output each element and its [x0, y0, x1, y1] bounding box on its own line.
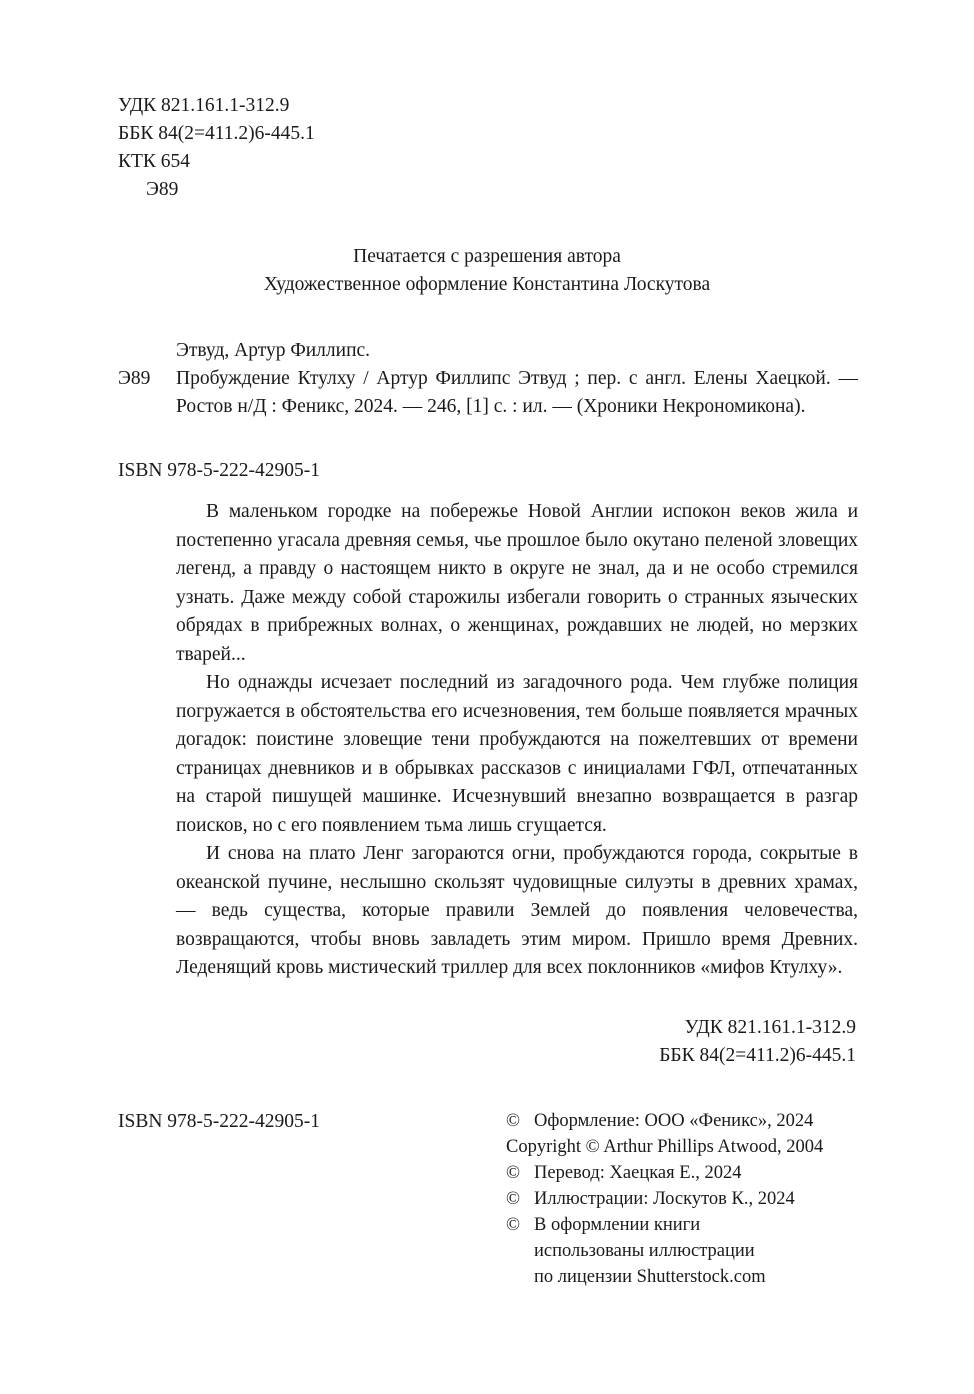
annotation [176, 498, 858, 983]
permission-note: Печатается с разрешения автора [353, 246, 621, 267]
udk-code-right: УДК 821.161.1-312.9 [684, 1017, 856, 1038]
copyright-continuation: использованы иллюстрации [534, 1241, 755, 1261]
udk-code: УДК 821.161.1-312.9 [118, 95, 290, 116]
bbk-code: ББК 84(2=411.2)6-445.1 [118, 123, 315, 144]
annotation-paragraph: В маленьком городке на побережье Новой Англии испокон веков жила и постепенно угасала древняя семья, чье прошлое было окутано пеленой зловещих легенд, а правду о настоящем никто в округе не знал, да и не особо стремился узнать. Даже между собой старожилы избегали говорить о странных языческих обрядах в прибрежных волнах, о женщинах, рождавших не людей, но мерзких тварей... [176, 501, 858, 665]
bibliographic-record [118, 337, 858, 421]
copyright-text: Перевод: Хаецкая Е., 2024 [534, 1163, 742, 1183]
credits-block [0, 243, 974, 299]
copyright-text: В оформлении книги [534, 1215, 701, 1235]
classification-block [118, 92, 315, 204]
bibliographic-description: Пробуждение Ктулху / Артур Филлипс Этвуд ; пер. с англ. Елены Хаецкой. — Ростов н/Д : Феникс, 2024. — 246, [1] с. : ил. — (Хроники Некрономикона). [176, 368, 858, 417]
author-mark: Э89 [146, 179, 179, 200]
design-credit: Художественное оформление Константина Лоскутова [263, 274, 711, 295]
copyright-text: Copyright © Arthur Phillips Atwood, 2004 [506, 1137, 824, 1157]
author-heading: Этвуд, Артур Филлипс. [176, 340, 371, 361]
copyright-row [506, 1186, 866, 1212]
annotation-paragraph: Но однажды исчезает последний из загадочного рода. Чем глубже полиция погружается в обстоятельства его исчезновения, тем больше появляется мрачных догадок: поистине зловещие тени пробуждаются на пожелтевших от времени страницах дневников и в обрывках рассказов с инициалами ГФЛ, отпечатанных на старой пишущей машинке. Исчезнувший внезапно возвращается в разгар поисков, но с его появлением тьма лишь сгущается. [176, 672, 858, 836]
copyright-row [506, 1134, 866, 1160]
isbn-imprint: ISBN 978-5-222-42905-1 [118, 1111, 321, 1132]
copyright-notices [506, 1108, 866, 1290]
copyright-icon: © [506, 1189, 521, 1209]
copyright-icon: © [506, 1111, 521, 1131]
isbn-record: ISBN 978-5-222-42905-1 [118, 460, 321, 481]
copyright-row [506, 1108, 866, 1134]
annotation-codes [659, 1014, 856, 1070]
annotation-paragraph: И снова на плато Ленг загораются огни, пробуждаются города, сокрытые в океанской пучине, неслышно скользят чудовищные силуэты в древних храмах, — ведь существа, которые правили Землей до появления человечества, возвращаются, чтобы вновь завладеть этим миром. Пришло время Древних. Леденящий кровь мистический триллер для всех поклонников «мифов Ктулху». [176, 843, 858, 978]
copyright-icon: © [506, 1163, 521, 1183]
ktk-code: КТК 654 [118, 151, 191, 172]
copyright-text: Оформление: ООО «Феникс», 2024 [534, 1111, 814, 1131]
copyright-row [506, 1160, 866, 1186]
entry-author-mark: Э89 [118, 368, 151, 389]
copyright-text: Иллюстрации: Лоскутов К., 2024 [534, 1189, 795, 1209]
copyright-icon: © [506, 1215, 521, 1235]
copyright-continuation: по лицензии Shutterstock.com [534, 1267, 766, 1287]
copyright-row [506, 1212, 866, 1238]
bibliographic-entry [118, 365, 858, 421]
bbk-code-right: ББК 84(2=411.2)6-445.1 [659, 1045, 856, 1066]
